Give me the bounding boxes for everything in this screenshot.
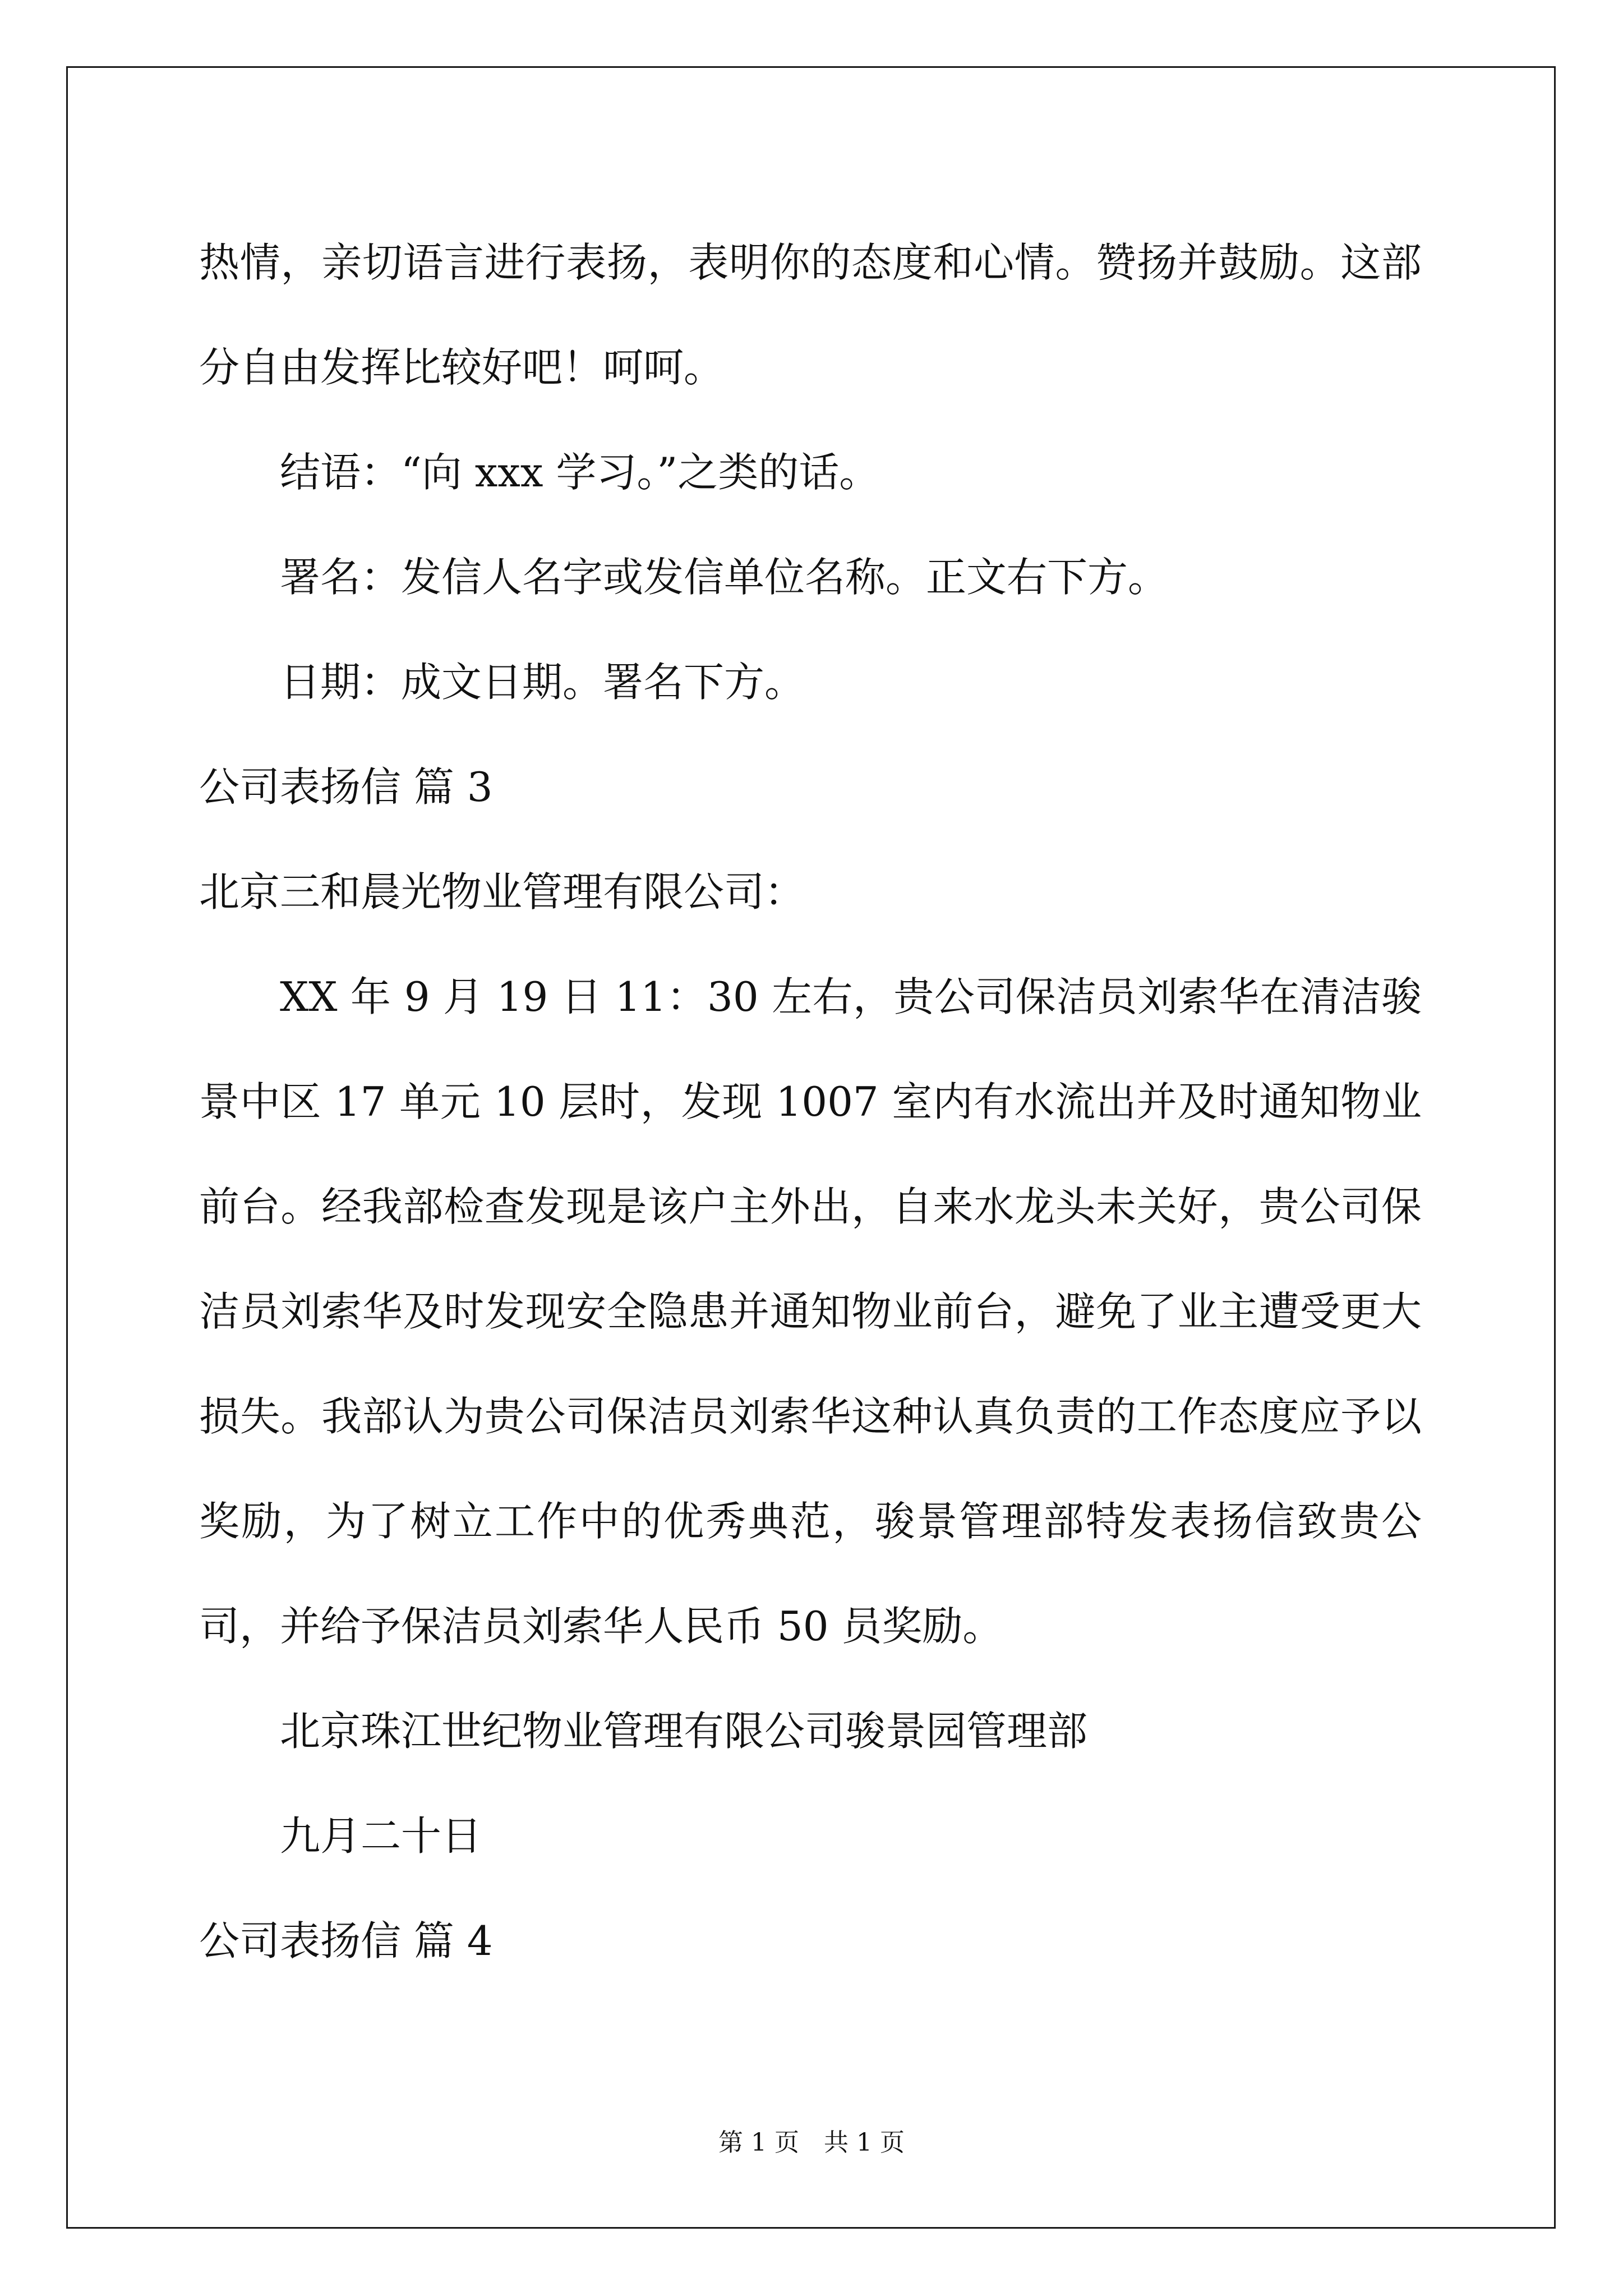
paragraph-praise-body: 热情，亲切语言进行表扬，表明你的态度和心情。赞扬并鼓励。这部分自由发挥比较好吧！呵呵。 [199, 239, 1422, 391]
document-body [199, 210, 1422, 1994]
letter-date: 九月二十日 [280, 1812, 482, 1860]
section-heading-3: 公司表扬信 篇 3 [199, 763, 493, 811]
letter-body: XX 年 9 月 19 日 11：30 左右，贵公司保洁员刘索华在清洁骏景中区 17 单元 10 层时，发现 1007 室内有水流出并及时通知物业前台。经我部检查发现是该户主外出，自来水龙头未关好，贵公司保洁员刘索华及时发现安全隐患并通知物业前台，避免了业主遭受更大损失。我部认为贵公司保洁员刘索华这种认真负责的工作态度应予以奖励，为了树立工作中的优秀典范，骏景管理部特发表扬信致贵公司，并给予保洁员刘索华人民币 50 员奖励。 [199, 973, 1422, 1650]
section-heading-4: 公司表扬信 篇 4 [199, 1917, 493, 1964]
letter-signature: 北京珠江世纪物业管理有限公司骏景园管理部 [280, 1708, 1088, 1755]
paragraph-closing: 结语：“向 xxx 学习。”之类的话。 [280, 449, 880, 496]
salutation: 北京三和晨光物业管理有限公司： [199, 868, 805, 915]
page-number-footer: 第 1 页 共 1 页 [718, 2128, 905, 2157]
paragraph-date: 日期：成文日期。署名下方。 [280, 659, 805, 706]
paragraph-signature: 署名：发信人名字或发信单位名称。正文右下方。 [280, 554, 1169, 601]
